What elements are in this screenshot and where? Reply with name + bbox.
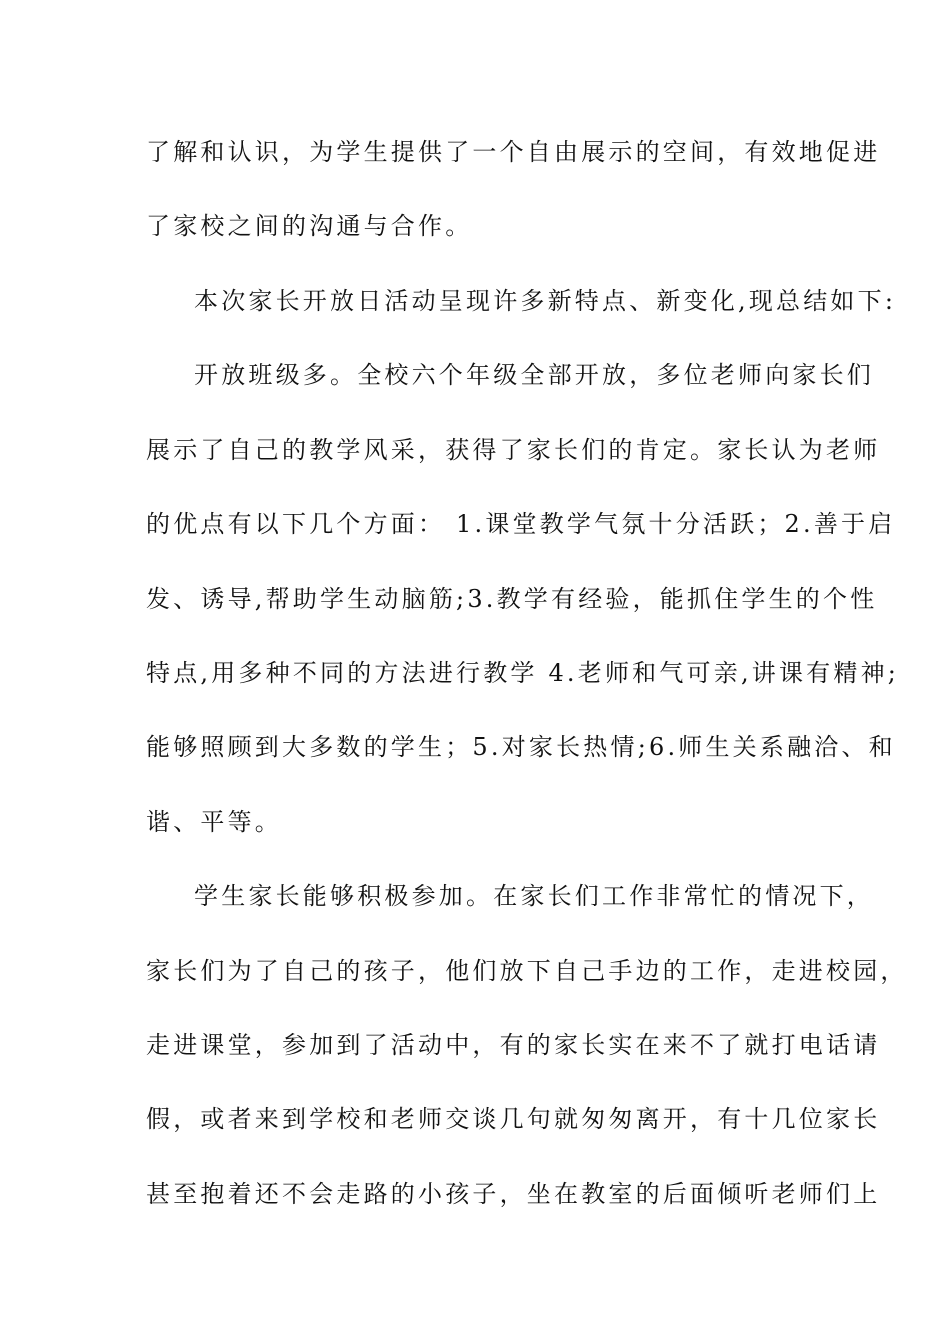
text-line: 谐、平等。: [146, 808, 282, 836]
text-line: 的优点有以下几个方面： 1.课堂教学气氛十分活跃；2.善于启: [146, 510, 896, 538]
paragraph-start-line: 学生家长能够积极参加。在家长们工作非常忙的情况下，: [194, 882, 874, 910]
text-line: 发、诱导,帮助学生动脑筋;3.教学有经验，能抓住学生的个性: [146, 585, 878, 613]
paragraph-start-line: 开放班级多。全校六个年级全部开放，多位老师向家长们: [194, 361, 874, 389]
paragraph-start-line: 本次家长开放日活动呈现许多新特点、新变化,现总结如下:: [194, 287, 897, 315]
text-line: 家长们为了自己的孩子，他们放下自己手边的工作，走进校园，: [146, 957, 908, 985]
text-line: 能够照顾到大多数的学生；5.对家长热情;6.师生关系融洽、和: [146, 733, 896, 761]
text-line: 了解和认识，为学生提供了一个自由展示的空间，有效地促进: [146, 138, 881, 166]
text-line: 特点,用多种不同的方法进行教学 4.老师和气可亲,讲课有精神;: [146, 659, 900, 687]
text-line: 甚至抱着还不会走路的小孩子，坐在教室的后面倾听老师们上: [146, 1180, 881, 1208]
text-line: 假，或者来到学校和老师交谈几句就匆匆离开，有十几位家长: [146, 1105, 881, 1133]
text-line: 展示了自己的教学风采，获得了家长们的肯定。家长认为老师: [146, 436, 881, 464]
text-line: 了家校之间的沟通与合作。: [146, 212, 473, 240]
text-line: 走进课堂，参加到了活动中，有的家长实在来不了就打电话请: [146, 1031, 881, 1059]
